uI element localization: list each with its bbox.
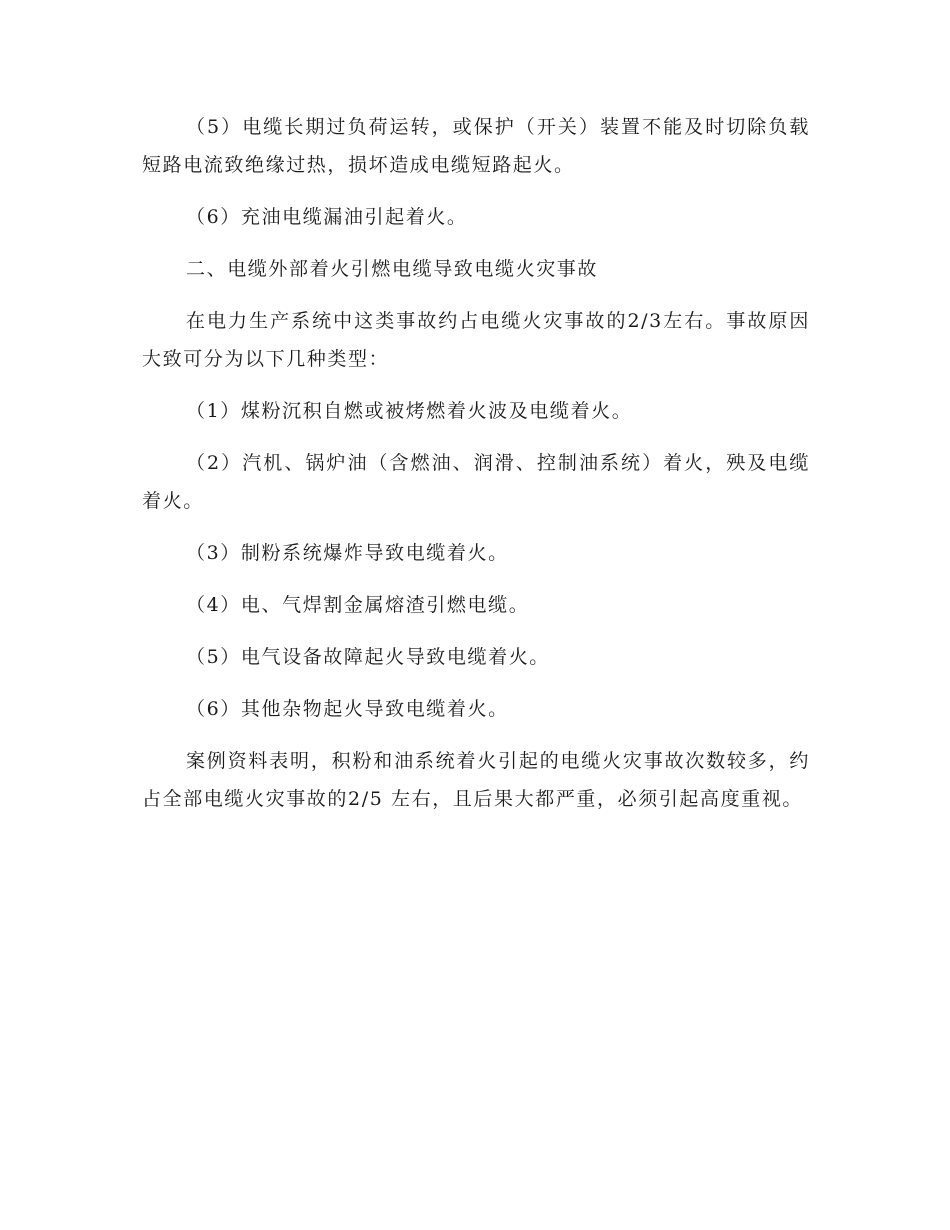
paragraph-external-fire-intro: 在电力生产系统中这类事故约占电缆火灾事故的2/3左右。事故原因大致可分为以下几种类型： [142, 310, 810, 370]
list-item-pulverizer-explosion: （3）制粉系统爆炸导致电缆着火。 [186, 542, 509, 564]
section-heading-external-fire: 二、电缆外部着火引燃电缆导致电缆火灾事故 [186, 258, 599, 280]
list-item-coal-dust: （1）煤粉沉积自燃或被烤燃着火波及电缆着火。 [186, 400, 633, 422]
list-item-other-debris: （6）其他杂物起火导致电缆着火。 [186, 698, 509, 720]
paragraph-overload-cause: （5）电缆长期过负荷运转，或保护（开关）装置不能及时切除负载短路电流致绝缘过热，损坏造成电缆短路起火。 [142, 116, 810, 176]
list-item-oil-fire: （2）汽机、锅炉油（含燃油、润滑、控制油系统）着火，殃及电缆着火。 [142, 452, 810, 512]
list-item-equipment-fault: （5）电气设备故障起火导致电缆着火。 [186, 646, 550, 668]
paragraph-oil-leak-cause: （6）充油电缆漏油引起着火。 [186, 206, 468, 228]
document-body [142, 108, 810, 818]
paragraph-case-summary: 案例资料表明，积粉和油系统着火引起的电缆火灾事故次数较多，约占全部电缆火灾事故的2/5 左右，且后果大都严重，必须引起高度重视。 [142, 750, 810, 810]
list-item-welding-slag: （4）电、气焊割金属熔渣引燃电缆。 [186, 594, 530, 616]
